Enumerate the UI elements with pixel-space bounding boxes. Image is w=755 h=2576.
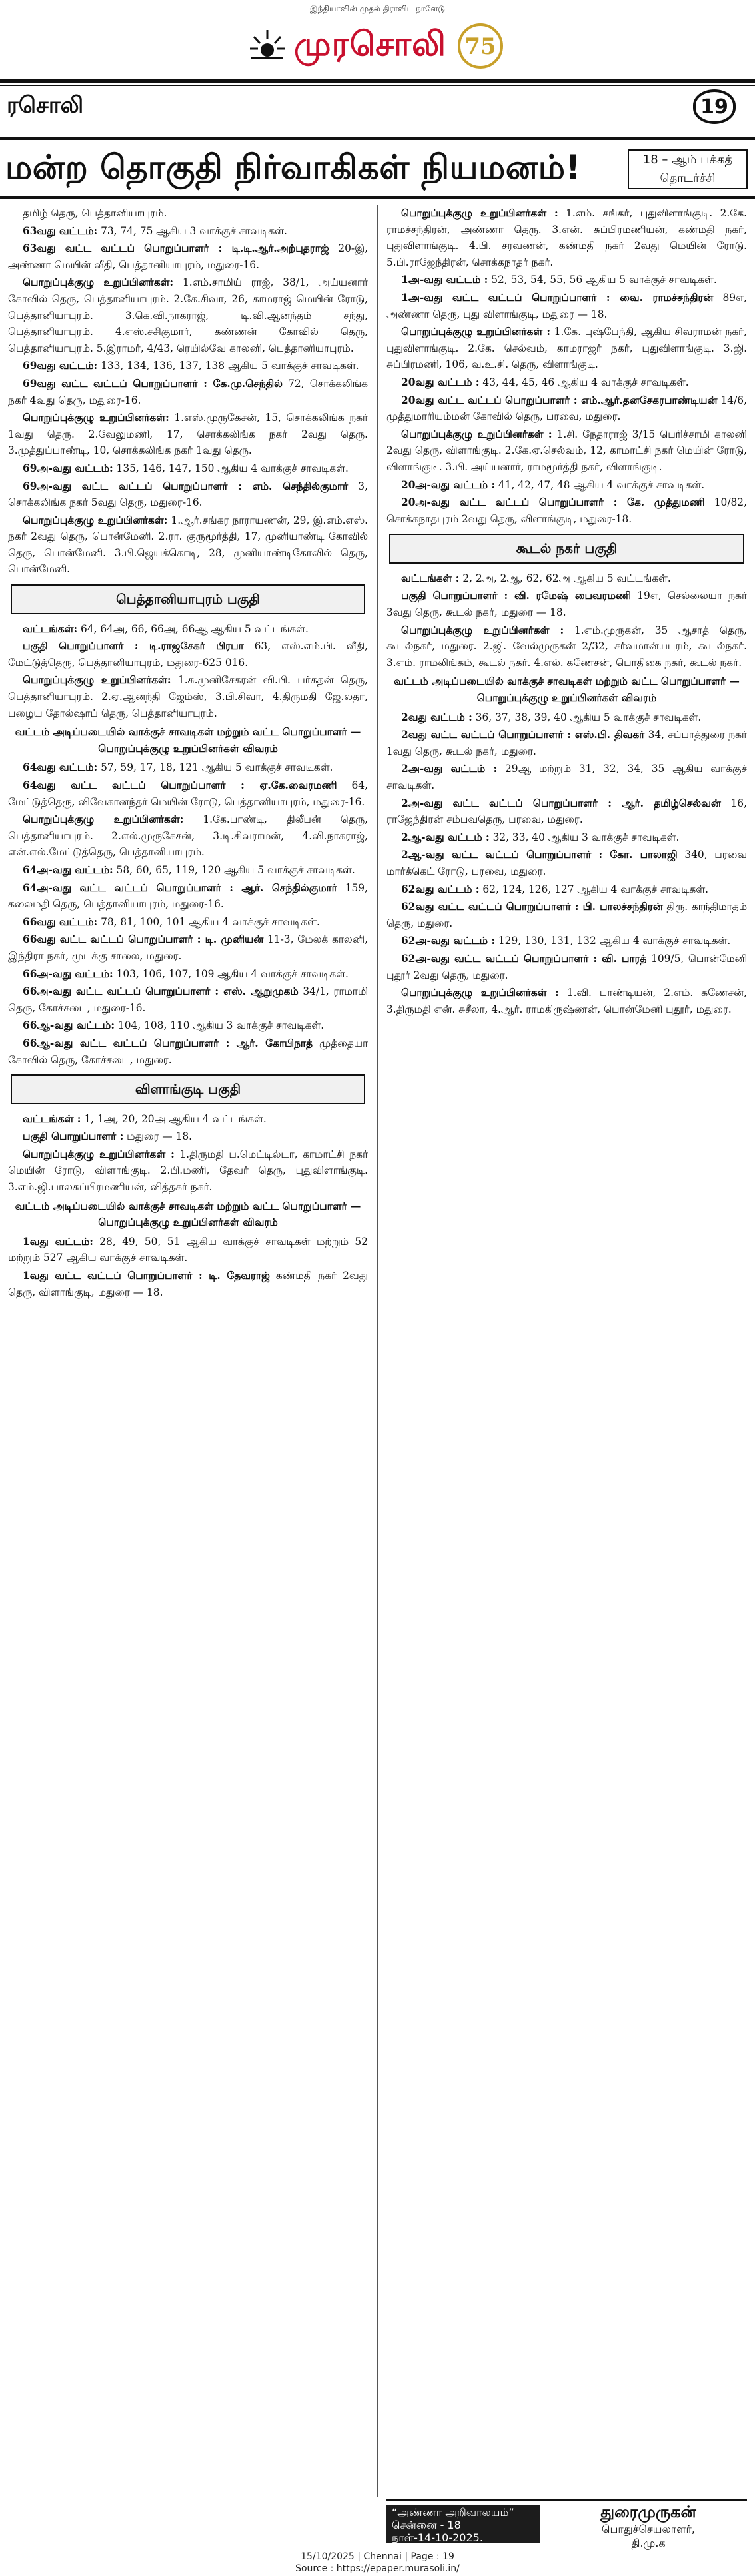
rising-sun-emblem-icon — [249, 27, 286, 65]
paragraph-lead: 63வது வட்ட வட்டப் பொறுப்பாளர் : டி.டி.ஆர்.அற்புதராஜ் — [23, 242, 329, 255]
paper-name: ரசொலி — [7, 92, 84, 119]
paragraph-text: 72, சொக்கலிங்க நகர் 4வது தெரு, மதுரை-16. — [8, 377, 368, 406]
paragraph-text: 58, 60, 65, 119, 120 ஆகிய 5 வாக்குச் சாவடிகள். — [116, 863, 355, 876]
article-paragraph — [386, 727, 747, 759]
paragraph-text: 104, 108, 110 ஆகிய 3 வாக்குச் சாவடிகள். — [117, 1019, 325, 1032]
article-paragraph — [8, 274, 368, 356]
paragraph-lead: 64வது வட்டம்: — [23, 761, 98, 774]
paragraph-lead: பொறுப்புக்குழு உறுப்பினர்கள் : — [401, 987, 559, 999]
paragraph-text: 62, 124, 126, 127 ஆகிய 4 வாக்குச் சாவடிகள். — [482, 883, 709, 895]
paragraph-lead: பகுதி பொறுப்பாளர் : — [23, 1130, 124, 1143]
paragraph-lead: 1வது வட்டம்: — [23, 1235, 93, 1248]
paragraph-text: 16, ராஜேந்திரன் சம்பவதெரு, பரவை, மதுரை. — [386, 797, 747, 826]
paragraph-lead: பகுதி பொறுப்பாளர் : டி.ராஜசேகர் பிரபா — [23, 640, 244, 653]
article-paragraph — [8, 811, 368, 861]
signatory-name: துரைமுருகன் — [600, 2503, 696, 2521]
article-column-2 — [386, 205, 747, 2497]
paragraph-text: 133, 134, 136, 137, 138 ஆகிய 5 வாக்குச் சாவடிகள். — [101, 360, 359, 372]
article-paragraph — [8, 931, 368, 964]
article-paragraph — [386, 570, 747, 587]
paragraph-lead: 2ஆ-வது வட்டம் : — [401, 831, 490, 843]
paragraph-lead: 62வது வட்டம் : — [401, 883, 480, 895]
footer-source-link[interactable]: Source : https://epaper.murasoli.in/ — [295, 2563, 460, 2574]
article-paragraph — [8, 223, 368, 240]
paragraph-text: 129, 130, 131, 132 ஆகிய 4 வாக்குச் சாவடிகள். — [498, 935, 731, 947]
paragraph-lead: வட்டங்கள் : — [23, 1112, 81, 1125]
paragraph-lead: 64அ-வது வட்டம்: — [23, 863, 113, 876]
article-paragraph — [386, 392, 747, 425]
notice-signatory — [550, 2502, 747, 2550]
paragraph-lead: 2ஆ-வது வட்ட வட்டப் பொறுப்பாளர் : கோ. பாலாஜி — [401, 849, 678, 861]
continuation-line2: தொடர்ச்சி — [660, 171, 716, 185]
paragraph-lead: பொறுப்புக்குழு உறுப்பினர்கள் : — [401, 207, 558, 219]
paragraph-lead: பொறுப்புக்குழு உறுப்பினர்கள்: — [23, 412, 169, 424]
article-paragraph — [386, 709, 747, 726]
article-paragraph — [8, 478, 368, 511]
paragraph-text: 1.சு.முனிசேகரன் வி.பி. பர்கதன் தெரு, பெத்தானியாபுரம். 2.ஏ.ஆனந்தி ஜேம்ஸ், 3.பி.சிவா, 4.திருமதி ஜே.லதா, பழைய தோல்ஷாப் தெரு, பெத்தானியாபுரம். — [8, 674, 368, 719]
article-paragraph — [8, 1035, 368, 1068]
paragraph-lead: பொறுப்புக்குழு உறுப்பினர்கள் : — [23, 1148, 175, 1160]
paragraph-text: 19எ, செல்லையா நகர் 3வது தெரு, கூடல் நகர், மதுரை — 18. — [386, 590, 747, 619]
paragraph-lead: 69அ-வது வட்ட வட்டப் பொறுப்பாளர் : எம். செந்தில்குமார் — [23, 480, 348, 492]
signature-notice — [386, 2499, 747, 2549]
paragraph-lead: 1அ-வது வட்டம் : — [401, 274, 488, 286]
article-paragraph — [8, 240, 368, 273]
paragraph-lead: 20அ-வது வட்ட வட்டப் பொறுப்பாளர் : கே. முத்துமணி — [401, 496, 705, 509]
paragraph-text: 135, 146, 147, 150 ஆகிய 4 வாக்குச் சாவடிகள். — [116, 462, 349, 474]
paragraph-lead: பகுதி பொறுப்பாளர் : வி. ரமேஷ் பைவரமணி — [401, 590, 631, 602]
article-paragraph — [386, 847, 747, 879]
paragraph-text: 78, 81, 100, 101 ஆகிய 4 வாக்குச் சாவடிகள். — [101, 915, 320, 928]
paragraph-text: 109/5, பொன்மேனி புதூர் 2வது தெரு, மதுரை. — [386, 952, 747, 981]
area-section-heading: பெத்தானியாபுரம் பகுதி — [11, 584, 365, 614]
paragraph-text: 89எ, அண்ணா தெரு, புது விளாங்குடி, மதுரை — 18. — [386, 291, 747, 320]
paragraph-text: 1.எஸ்.முருகேசன், 15, சொக்கலிங்க நகர் 1வது தெரு. 2.வேலுமணி, 17, சொக்கலிங்க நகர் 2வது தெரு. 3.முத்துப்பாண்டி, 10, சொக்கலிங்க நகர் 1வது தெரு. — [8, 412, 368, 457]
paragraph-lead: 66அ-வது வட்டம்: — [23, 967, 113, 980]
continuation-line1: 18 – ஆம் பக்கத் — [642, 153, 733, 167]
headline-bar — [0, 137, 755, 199]
article-paragraph — [8, 1234, 368, 1266]
article-paragraph — [8, 376, 368, 408]
article-paragraph — [386, 985, 747, 1017]
paragraph-lead: 20வது வட்டம் : — [401, 376, 480, 388]
paragraph-text: 14/6, முத்துமாரியம்மன் கோவில் தெரு, பரவை, மதுரை. — [386, 394, 747, 423]
anniversary-75-emblem — [454, 23, 506, 69]
paragraph-text: 64, 64அ, 66, 66அ, 66ஆ ஆகிய 5 வட்டங்கள். — [81, 622, 309, 635]
paragraph-text: 2, 2அ, 2ஆ, 62, 62அ ஆகிய 5 வட்டங்கள். — [462, 572, 671, 584]
paragraph-text: 63, எஸ்.எம்.பி. வீதி, மேட்டுத்தெரு, பெத்தானியாபுரம், மதுரை-625 016. — [8, 640, 368, 669]
notice-location-box — [386, 2505, 540, 2543]
paragraph-text: 10/82, சொக்கநாதபுரம் 2வது தெரு, விளாங்குடி, மதுரை-18. — [386, 496, 747, 525]
article-paragraph — [386, 795, 747, 828]
article-paragraph — [386, 272, 747, 288]
masthead-logo-row — [0, 16, 755, 76]
paragraph-text: 11-3, மேலக் காலனி, இந்திரா நகர், முடக்கு சாலை, மதுரை. — [8, 933, 368, 962]
paragraph-text: 1, 1அ, 20, 20அ ஆகிய 4 வட்டங்கள். — [84, 1112, 267, 1125]
article-paragraph — [8, 1146, 368, 1196]
paragraph-text: 57, 59, 17, 18, 121 ஆகிய 5 வாக்குச் சாவடிகள். — [101, 761, 333, 774]
continuation-box — [628, 149, 748, 189]
signatory-title: பொதுச்செயலாளர், — [601, 2523, 695, 2535]
paragraph-text: 1.சி. நேதாராஜ் 3/15 பெரிச்சாமி காலனி 2வது தெரு, விளாங்குடி. 2.கே.ஏ.செல்வம், 12, காமாட்சி நகர் மெயின் ரோடு, விளாங்குடி. 3.பி. அய்யனார், ராமமூர்த்தி நகர், விளாங்குடி. — [386, 428, 747, 473]
paragraph-lead: பொறுப்புக்குழு உறுப்பினர்கள்: — [23, 276, 174, 289]
article-paragraph — [386, 899, 747, 931]
paragraph-text: 64, மேட்டுத்தெரு, விவேகானந்தர் மெயின் ரோடு, பெத்தானியாபுரம், மதுரை-16. — [8, 779, 368, 808]
article-paragraph — [8, 205, 368, 222]
article-paragraph — [8, 512, 368, 578]
paragraph-text: 1.எம். சங்கர், புதுவிளாங்குடி. 2.கே. ராமச்சந்திரன், அண்ணா தெரு. 3.என். சுப்பிரமணியன், கண்மதி நகர், புதுவிளாங்குடி. 4.பி. சரவணன், கண்மதி நகர் 2வது மெயின் ரோடு. 5.பி.ராஜேந்திரன், சொக்கநாதர் நகர். — [386, 207, 747, 268]
paragraph-text: 36, 37, 38, 39, 40 ஆகிய 5 வாக்குச் சாவடிகள். — [475, 711, 702, 723]
paragraph-lead: 69வது வட்டம்: — [23, 360, 98, 372]
paragraph-lead: 2வது வட்ட வட்டப் பொறுப்பாளர் : எஸ்.பி. திவகர் — [401, 729, 645, 741]
paragraph-lead: பொறுப்புக்குழு உறுப்பினர்கள்: — [23, 813, 184, 826]
paragraph-text: 29ஆ மற்றும் 31, 32, 34, 35 ஆகிய வாக்குச் சாவடிகள். — [386, 763, 747, 791]
paragraph-lead: வட்டங்கள் : — [401, 572, 460, 584]
article-paragraph — [8, 638, 368, 671]
masthead-tagline: இந்தியாவின் முதல் திராவிட நாளேடு — [309, 4, 446, 13]
paragraph-text: திரு. காந்திமாதம் தெரு, மதுரை. — [386, 901, 747, 929]
paragraph-text: 103, 106, 107, 109 ஆகிய 4 வாக்குச் சாவடிகள். — [116, 967, 349, 980]
headline: மன்ற தொகுதி நிர்வாகிகள் நியமனம்! — [5, 148, 581, 187]
article-paragraph — [8, 914, 368, 931]
paragraph-text: 1.கே. புஷ்பேந்தி, ஆகிய சிவராமன் நகர், புதுவிளாங்குடி. 2.கே. செல்வம், காமராஜர் நகர், புதுவிளாங்குடி. 3.ஜி. சுப்பிரமணி, 106, வ.உ.சி. தெரு, விளாங்குடி. — [386, 326, 747, 371]
ward-details-subheading: வட்டம் அடிப்படையில் வாக்குச் சாவடிகள் மற்றும் வட்ட பொறுப்பாளர் — பொறுப்புக்குழு உறுப்பினர்கள் விவரம் — [15, 726, 361, 755]
paragraph-text: 159, கலைமதி தெரு, பெத்தானியாபுரம், மதுரை-16. — [8, 881, 368, 911]
paragraph-text: 1.திருமதி ப.மெட்டில்டா, காமாட்சி நகர் மெயின் ரோடு, விளாங்குடி. 2.பி.மணி, தேவர் தெரு, புதுவிளாங்குடி. 3.எம்.ஜி.பாலசுப்பிரமணியன், வித்தகர் நகர். — [8, 1148, 368, 1194]
signatory-party: தி.மு.க — [631, 2537, 666, 2549]
article-paragraph — [386, 951, 747, 983]
paragraph-lead: 20அ-வது வட்டம் : — [401, 478, 495, 491]
paragraph-text: முத்தையா கோவில் தெரு, கோச்சடை, மதுரை. — [8, 1037, 368, 1066]
article-paragraph — [386, 761, 747, 793]
paragraph-text: 1.ஆர்.சங்கர நாராயணன், 29, இ.எம்.எஸ். நகர் 2வது தெரு, பொன்மேனி. 2.ரா. குருமூர்த்தி, 17, முனியாண்டி கோவில் தெரு, பொன்மேனி. 3.பி.ஜெயக்கொடி, 28, முனியாண்டிகோவில் தெரு, பொன்மேனி. — [8, 514, 368, 576]
article-paragraph — [8, 1128, 368, 1145]
notice-city: சென்னை - 18 — [392, 2519, 461, 2531]
paragraph-lead: 69அ-வது வட்டம்: — [23, 462, 113, 474]
paragraph-lead: 69வது வட்ட வட்டப் பொறுப்பாளர் : கே.மு.செந்தில் — [23, 377, 283, 390]
area-section-heading: விளாங்குடி பகுதி — [11, 1074, 365, 1104]
paragraph-lead: 62அ-வது வட்டம் : — [401, 935, 495, 947]
paragraph-text: 20-இ, அண்ணா மெயின் வீதி, பெத்தானியாபுரம், மதுரை-16. — [8, 242, 368, 271]
paragraph-text: 3, சொக்கலிங்க நகர் 5வது தெரு, மதுரை-16. — [8, 480, 368, 509]
article-paragraph — [386, 829, 747, 846]
area-section-heading: கூடல் நகர் பகுதி — [389, 534, 744, 564]
paragraph-lead: 64அ-வது வட்ட வட்டப் பொறுப்பாளர் : ஆர். செந்தில்குமார் — [23, 881, 337, 894]
ward-details-subheading: வட்டம் அடிப்படையில் வாக்குச் சாவடிகள் மற்றும் வட்ட பொறுப்பாளர் — பொறுப்புக்குழு உறுப்பினர்கள் விவரம் — [15, 1200, 361, 1229]
paragraph-text: 52, 53, 54, 55, 56 ஆகிய 5 வாக்குச் சாவடிகள். — [491, 274, 717, 286]
paragraph-lead: பொறுப்புக்குழு உறுப்பினர்கள் : — [401, 428, 552, 440]
article-paragraph — [8, 358, 368, 374]
paragraph-lead: பொறுப்புக்குழு உறுப்பினர்கள் : — [401, 624, 564, 636]
paragraph-lead: 2அ-வது வட்டம் : — [401, 763, 498, 775]
paragraph-lead: 20வது வட்ட வட்டப் பொறுப்பாளர் : எம்.ஆர்.தனசேகரபாண்டியன் — [401, 394, 718, 406]
article-paragraph — [8, 621, 368, 638]
article-paragraph — [386, 477, 747, 494]
paragraph-lead: பொறுப்புக்குழு உறுப்பினர்கள்: — [23, 514, 168, 526]
paragraph-lead: 62அ-வது வட்ட வட்டப் பொறுப்பாளர் : வி. பாரத் — [401, 952, 647, 965]
paragraph-text: 1.வி. பாண்டியன், 2.எம். கணேசன், 3.திருமதி என். சுசீலா, 4.ஆர். ராமகிருஷ்ணன், பொன்மேனி புதூர், மதுரை. — [386, 987, 747, 1015]
article-paragraph — [386, 426, 747, 476]
anniversary-number: 75 — [464, 33, 496, 60]
article-paragraph — [8, 460, 368, 477]
article-paragraph — [8, 966, 368, 983]
column-divider — [377, 205, 378, 2497]
article-paragraph — [8, 862, 368, 879]
article-paragraph — [386, 622, 747, 671]
article-paragraph — [8, 777, 368, 810]
article-paragraph — [386, 494, 747, 527]
paragraph-lead: 63வது வட்டம்: — [23, 224, 98, 237]
paragraph-text: 34/1, ராமாமி தெரு, கோச்சடை, மதுரை-16. — [8, 985, 368, 1014]
article-paragraph — [8, 880, 368, 913]
notice-office: “அண்ணா அறிவாலயம்” — [392, 2506, 514, 2519]
article-paragraph — [386, 205, 747, 270]
paragraph-lead: 62வது வட்ட வட்டப் பொறுப்பாளர் : பி. பாலச்சந்திரன் — [401, 901, 663, 913]
paragraph-text: கண்மதி நகர் 2வது தெரு, விளாங்குடி, மதுரை — 18. — [8, 1270, 368, 1298]
paragraph-lead: வட்டங்கள்: — [23, 622, 78, 635]
masthead — [0, 0, 755, 133]
ward-details-subheading: வட்டம் அடிப்படையில் வாக்குச் சாவடிகள் மற்றும் வட்ட பொறுப்பாளர் — பொறுப்புக்குழு உறுப்பினர்கள் விவரம் — [394, 675, 740, 705]
masthead-rule — [0, 79, 755, 83]
paragraph-lead: 64வது வட்ட வட்டப் பொறுப்பாளர் : ஏ.கே.வைரமணி — [23, 779, 337, 791]
article-paragraph — [386, 588, 747, 620]
paragraph-text: 1.கே.பாண்டி, திலீபன் தெரு, பெத்தானியாபுரம். 2.எல்.முருகேசன், 3.டி.சிவராமன், 4.வி.நாகராஜ், என்.எல்.மேட்டுத்தெரு, பெத்தானியாபுரம். — [8, 813, 368, 859]
article-paragraph — [8, 410, 368, 459]
paragraph-text: மதுரை — 18. — [127, 1130, 193, 1143]
article-paragraph — [8, 672, 368, 721]
paragraph-text: 1.எம்.முருகன், 35 ஆசாத் தெரு, கூடல்நகர், மதுரை. 2.ஜி. வேல்முருகன் 2/32, சர்வமான்யபுரம், கூடல்நகர். 3.எம். ராமலிங்கம், கூடல் நகர். 4.எல். கணேசன், பொதிகை நகர், கூடல் நகர். — [386, 624, 747, 669]
article-paragraph — [8, 1017, 368, 1034]
footer-edition: 15/10/2025 | Chennai | Page : 19 — [301, 2551, 454, 2562]
article-paragraph — [8, 1111, 368, 1128]
paragraph-text: தமிழ் தெரு, பெத்தானியாபுரம். — [23, 207, 167, 219]
paragraph-text: 340, பரவை மார்க்கெட் ரோடு, பரவை, மதுரை. — [386, 849, 747, 877]
article-paragraph — [8, 1268, 368, 1300]
paragraph-lead: பொறுப்புக்குழு உறுப்பினர்கள்: — [23, 674, 171, 687]
paragraph-text: 32, 33, 40 ஆகிய 3 வாக்குச் சாவடிகள். — [492, 831, 680, 843]
article-paragraph — [8, 759, 368, 776]
masthead-rule-thin — [0, 85, 755, 86]
article-paragraph — [386, 933, 747, 949]
paragraph-lead: 66வது வட்ட வட்டப் பொறுப்பாளர் : டி. முனியன் — [23, 933, 264, 946]
paragraph-lead: 66அ-வது வட்ட வட்டப் பொறுப்பாளர் : எஸ். ஆறுமுகம் — [23, 985, 299, 998]
paragraph-lead: 66வது வட்டம்: — [23, 915, 98, 928]
article-paragraph — [386, 290, 747, 322]
paragraph-lead: 66ஆ-வது வட்டம்: — [23, 1019, 115, 1032]
paragraph-text: 73, 74, 75 ஆகிய 3 வாக்குச் சாவடிகள். — [101, 224, 287, 237]
paragraph-text: 43, 44, 45, 46 ஆகிய 4 வாக்குச் சாவடிகள். — [482, 376, 689, 388]
paragraph-lead: 66ஆ-வது வட்ட வட்டப் பொறுப்பாளர் : ஆர். கோபிநாத் — [23, 1037, 313, 1049]
paragraph-lead: 2அ-வது வட்ட வட்டப் பொறுப்பாளர் : ஆர். தமிழ்செல்வன் — [401, 797, 721, 809]
paragraph-text: 1.எம்.சாமிய் ராஜ், 38/1, அய்யனார் கோவில் தெரு, பெத்தானியாபுரம். 2.கே.சிவா, 26, காமராஜ் மெயின் ரோடு, பெத்தானியாபுரம். 3.கெ.வி.நாகராஜ், டி.வி.ஆனந்தம் சந்து, பெத்தானியாபுரம். 4.எஸ்.சசிகுமார், கண்ணன் கோவில் தெரு, பெத்தானியாபுரம். 5.இராமர், 4/43, ரெயில்வே காலனி, பெத்தானியாபுரம். — [8, 276, 368, 354]
article-paragraph — [386, 324, 747, 373]
article-paragraph — [386, 374, 747, 391]
article-paragraph — [386, 881, 747, 898]
article-column-1 — [8, 205, 368, 2497]
paragraph-lead: 1வது வட்ட வட்டப் பொறுப்பாளர் : டி. தேவராஜ் — [23, 1270, 270, 1282]
paragraph-text: 41, 42, 47, 48 ஆகிய 4 வாக்குச் சாவடிகள். — [498, 478, 705, 491]
article-paragraph — [8, 983, 368, 1016]
paragraph-text: 28, 49, 50, 51 ஆகிய வாக்குச் சாவடிகள் மற்றும் 52 மற்றும் 527 ஆகிய வாக்குச் சாவடிகள். — [8, 1235, 368, 1264]
paragraph-lead: 2வது வட்டம் : — [401, 711, 472, 723]
paragraph-lead: பொறுப்புக்குழு உறுப்பினர்கள் : — [401, 326, 551, 338]
notice-date: நாள்-14-10-2025. — [392, 2531, 483, 2544]
paragraph-text: 34, சப்பாத்துரை நகர் 1வது தெரு, கூடல் நகர், மதுரை. — [386, 729, 747, 757]
paragraph-lead: 1அ-வது வட்ட வட்டப் பொறுப்பாளர் : வை. ராமச்சந்திரன் — [401, 291, 714, 304]
page-footer — [0, 2549, 755, 2576]
masthead-logo: முரசொலி — [294, 24, 446, 63]
page-number-badge: 19 — [693, 89, 736, 124]
